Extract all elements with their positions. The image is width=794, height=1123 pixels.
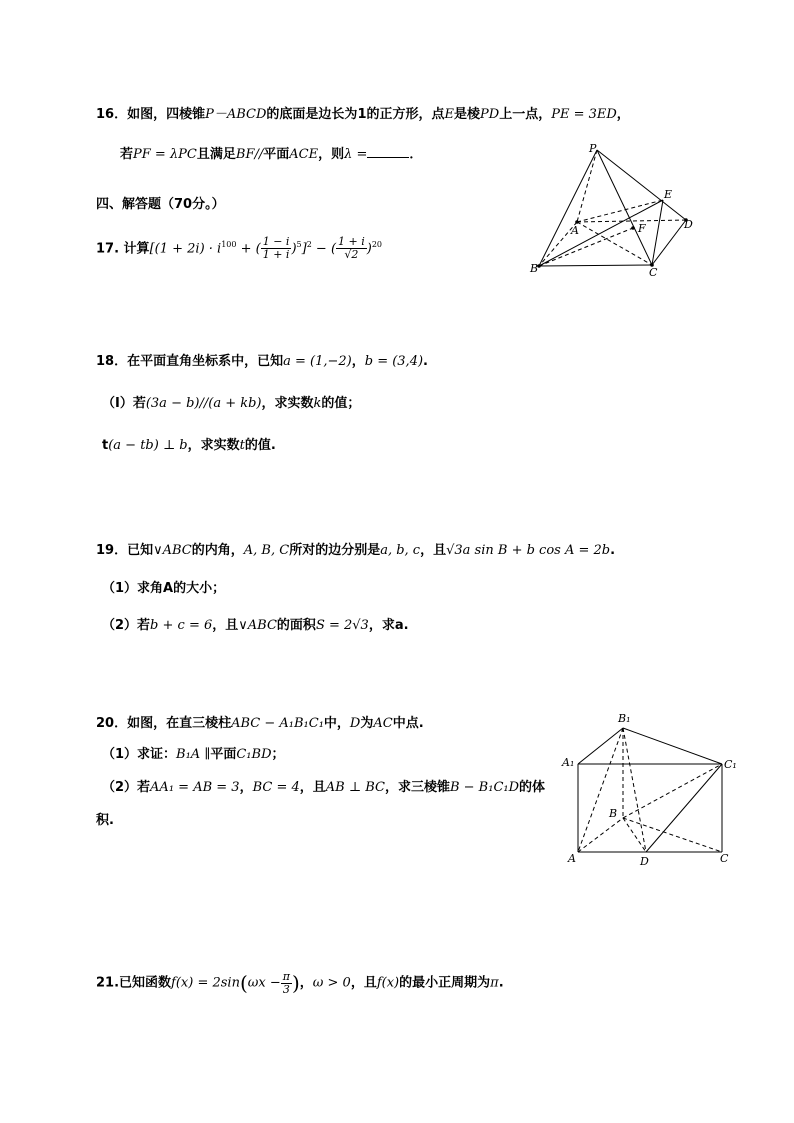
q16-math5: PF = λPC bbox=[133, 147, 197, 162]
q20-perp: AB ⊥ BC bbox=[325, 780, 385, 795]
q17-frac2-num: 1 + i bbox=[338, 235, 365, 249]
q16-text4: 是棱 bbox=[454, 107, 481, 122]
q21-end: . bbox=[498, 975, 504, 991]
q19-sum: b + c = 6 bbox=[150, 618, 213, 633]
q16-text10: ，则 bbox=[318, 147, 345, 162]
q19-text5: ，且 bbox=[212, 618, 239, 633]
q17-frac2-den: √2 bbox=[344, 248, 359, 262]
q17-part-b: + ( bbox=[236, 241, 261, 257]
edge-BC bbox=[623, 818, 722, 852]
q19-triangle2: ∨ABC bbox=[238, 618, 277, 633]
q21-frac bbox=[281, 971, 292, 996]
q20-plane: C₁BD bbox=[236, 747, 272, 762]
q21-text3: ，且 bbox=[350, 975, 377, 991]
label-C1: C₁ bbox=[724, 758, 737, 771]
q21-text4: 的最小正周期为 bbox=[399, 975, 491, 991]
q20-line3 bbox=[102, 779, 545, 797]
q19-line2: （1）求角A的大小； bbox=[102, 581, 226, 596]
q16-line2 bbox=[120, 145, 422, 164]
edge-PC bbox=[597, 150, 652, 265]
q20-lengths2: BC = 4 bbox=[252, 780, 300, 795]
label-D: D bbox=[640, 855, 649, 868]
q19-line3 bbox=[102, 617, 409, 635]
q18-part2-text: ，求实数 bbox=[187, 438, 240, 453]
q16-end: ． bbox=[409, 147, 423, 162]
label-P: P bbox=[589, 142, 597, 155]
q18-var-t: t bbox=[239, 438, 245, 453]
q19-part2-label: （2）若 bbox=[102, 618, 151, 633]
label-A: A bbox=[568, 852, 576, 865]
q19-var-a: a bbox=[394, 618, 404, 633]
q18-vector-b: b = (3,4) bbox=[364, 354, 424, 369]
edge-AB bbox=[578, 818, 623, 852]
q19-text7: ，求 bbox=[368, 618, 395, 633]
q19-equation: √3a sin B + b cos A = 2b bbox=[446, 543, 611, 558]
q18-part1-label: （Ⅰ）若 bbox=[102, 396, 146, 411]
label-A: A bbox=[571, 224, 579, 237]
q16-text7: 若 bbox=[120, 147, 134, 162]
q17-part-c: ) bbox=[291, 241, 297, 257]
q19-text6: 的面积 bbox=[276, 618, 316, 633]
q20-line2 bbox=[102, 746, 285, 764]
label-B1: B₁ bbox=[618, 712, 631, 725]
q17-exp20: 20 bbox=[371, 240, 383, 249]
q21-frac-num: π bbox=[282, 969, 290, 983]
edge-EC bbox=[652, 200, 663, 265]
label-A1: A₁ bbox=[562, 756, 575, 769]
q19-sides: a, b, c bbox=[380, 543, 421, 558]
edge-BF bbox=[539, 228, 633, 266]
q20-text4: 平面 bbox=[210, 747, 237, 762]
edge-PA bbox=[577, 150, 597, 222]
q21-arg: ωx − bbox=[247, 975, 281, 991]
q16-math6: BF// bbox=[235, 147, 264, 162]
q20-line1 bbox=[96, 715, 424, 733]
q19-area: S = 2√3 bbox=[315, 618, 369, 633]
prism-figure bbox=[560, 708, 740, 870]
q19-angles: A, B, C bbox=[243, 543, 290, 558]
q18-line3 bbox=[102, 437, 276, 455]
q21-omega: ω > 0 bbox=[312, 975, 351, 991]
q19-text3: 所对的边分别是 bbox=[289, 543, 381, 558]
q20-end1: 中点. bbox=[392, 716, 424, 731]
q17-exp100: 100 bbox=[221, 240, 237, 249]
q17-frac1-num: 1 − i bbox=[262, 235, 290, 249]
q19-end1: . bbox=[610, 543, 616, 558]
q17-frac1 bbox=[261, 236, 292, 261]
q17-part-e: − ( bbox=[311, 241, 337, 257]
q16-math8: λ = bbox=[344, 147, 368, 162]
q20-text6: ，且 bbox=[299, 780, 326, 795]
q20-point-D: D bbox=[349, 716, 361, 731]
q20-segment-AC: AC bbox=[373, 716, 393, 731]
q20-end2: ； bbox=[271, 747, 285, 762]
label-D: D bbox=[684, 218, 693, 231]
q16-text2: 的底面是边长为 bbox=[266, 107, 358, 122]
q18-part1-text: ，求实数 bbox=[261, 396, 314, 411]
q19-line1 bbox=[96, 542, 615, 560]
label-B: B bbox=[609, 807, 618, 820]
q18-part2-end: 的值. bbox=[244, 438, 276, 453]
edge-CD bbox=[652, 220, 686, 265]
label-F: F bbox=[638, 222, 646, 235]
label-B: B bbox=[530, 262, 539, 275]
q20-part1-label: （1）求证： bbox=[102, 747, 177, 762]
q17-part-a: [(1 + 2i) · i bbox=[149, 241, 222, 257]
q21-frac-den: 3 bbox=[282, 982, 290, 996]
edge-B1D bbox=[623, 728, 646, 852]
q16-text5: 上一点， bbox=[499, 107, 552, 122]
q21-text1: 21.已知函数 bbox=[96, 975, 172, 991]
q20-text2: 中， bbox=[323, 716, 350, 731]
q16-number: 16． bbox=[96, 107, 128, 122]
q18-text1: 18．在平面直角坐标系中，已知 bbox=[96, 354, 284, 369]
q17-number: 17. 计算 bbox=[96, 241, 150, 257]
label-C: C bbox=[720, 852, 729, 865]
q16-math1: P－ABCD bbox=[205, 107, 267, 122]
q16-text1: 如图，四棱锥 bbox=[127, 107, 206, 122]
q20-text1: 20．如图，在直三棱柱 bbox=[96, 716, 232, 731]
q19-text1: 19．已知 bbox=[96, 543, 154, 558]
q21-paren-open: ( bbox=[239, 971, 248, 995]
q20-parallel: B₁A ∥ bbox=[176, 747, 211, 762]
q16-math2: E bbox=[444, 107, 454, 122]
label-C: C bbox=[649, 266, 658, 279]
q19-text2: 的内角， bbox=[191, 543, 244, 558]
q21-func: f(x) = 2sin bbox=[171, 975, 240, 991]
q21-fx: f(x) bbox=[376, 975, 400, 991]
edge-B1C1 bbox=[623, 728, 722, 764]
edge-PB bbox=[539, 150, 597, 266]
q18-var-k: k bbox=[313, 396, 322, 411]
q17-part-f: ) bbox=[366, 241, 372, 257]
label-E: E bbox=[664, 188, 673, 201]
q20-text3: 为 bbox=[360, 716, 374, 731]
q20-prism: ABC − A₁B₁C₁ bbox=[231, 716, 324, 731]
q17-line bbox=[96, 230, 382, 264]
q20-end3: 的体 bbox=[519, 780, 546, 795]
q20-text5: ， bbox=[239, 780, 253, 795]
q16-math7: ACE bbox=[289, 147, 319, 162]
q18-part1-math: (3a − b)//(a + kb) bbox=[145, 396, 262, 411]
q20-text7: ，求三棱锥 bbox=[384, 780, 450, 795]
q16-text8: 且满足 bbox=[196, 147, 236, 162]
q16-one: 1 bbox=[357, 107, 367, 122]
q21-paren-close: ) bbox=[291, 971, 300, 995]
q21-pi: π bbox=[490, 975, 499, 991]
q17-exp2: 2 bbox=[306, 240, 312, 249]
edge-PD bbox=[597, 150, 686, 220]
q16-math3: PD bbox=[480, 107, 500, 122]
section-heading: 四、解答题（70分。） bbox=[96, 197, 225, 212]
q18-part1-end: 的值； bbox=[321, 396, 361, 411]
q21-text2: ， bbox=[299, 975, 313, 991]
q18-part2-math: (a − tb) ⊥ b bbox=[108, 438, 188, 453]
q16-text3: 的正方形，点 bbox=[366, 107, 445, 122]
q16-line1 bbox=[96, 106, 630, 124]
q18-line1 bbox=[96, 353, 428, 371]
q16-text6: ， bbox=[616, 107, 630, 122]
q21-line bbox=[96, 968, 504, 999]
answer-blank[interactable] bbox=[367, 145, 409, 158]
edge-A1B1 bbox=[578, 728, 623, 764]
q16-math4: PE = 3ED bbox=[551, 107, 617, 122]
q20-line4: 积. bbox=[96, 813, 114, 828]
q17-frac1-den: 1 + i bbox=[262, 248, 290, 262]
q18-text2: ， bbox=[351, 354, 365, 369]
q18-end1: . bbox=[423, 354, 428, 369]
edge-AE bbox=[577, 200, 663, 222]
q19-text4: ，且 bbox=[420, 543, 447, 558]
edge-BC bbox=[539, 265, 652, 266]
q16-text9: 平面 bbox=[263, 147, 290, 162]
q18-vector-a: a = (1,−2) bbox=[283, 354, 352, 369]
q18-part2-label: t bbox=[102, 438, 109, 453]
q18-line2 bbox=[102, 395, 360, 413]
q17-frac2 bbox=[336, 236, 367, 261]
q20-lengths1: AA₁ = AB = 3 bbox=[150, 780, 240, 795]
edge-BC1 bbox=[623, 764, 722, 818]
q17-exp5: 5 bbox=[296, 240, 302, 249]
q17-part-d: ] bbox=[301, 241, 307, 257]
q19-triangle: ∨ABC bbox=[153, 543, 192, 558]
q20-pyramid: B − B₁C₁D bbox=[449, 780, 520, 795]
pyramid-figure bbox=[525, 140, 710, 280]
q19-end3: . bbox=[403, 618, 409, 633]
point-F bbox=[631, 226, 635, 230]
q20-part2-label: （2）若 bbox=[102, 780, 151, 795]
